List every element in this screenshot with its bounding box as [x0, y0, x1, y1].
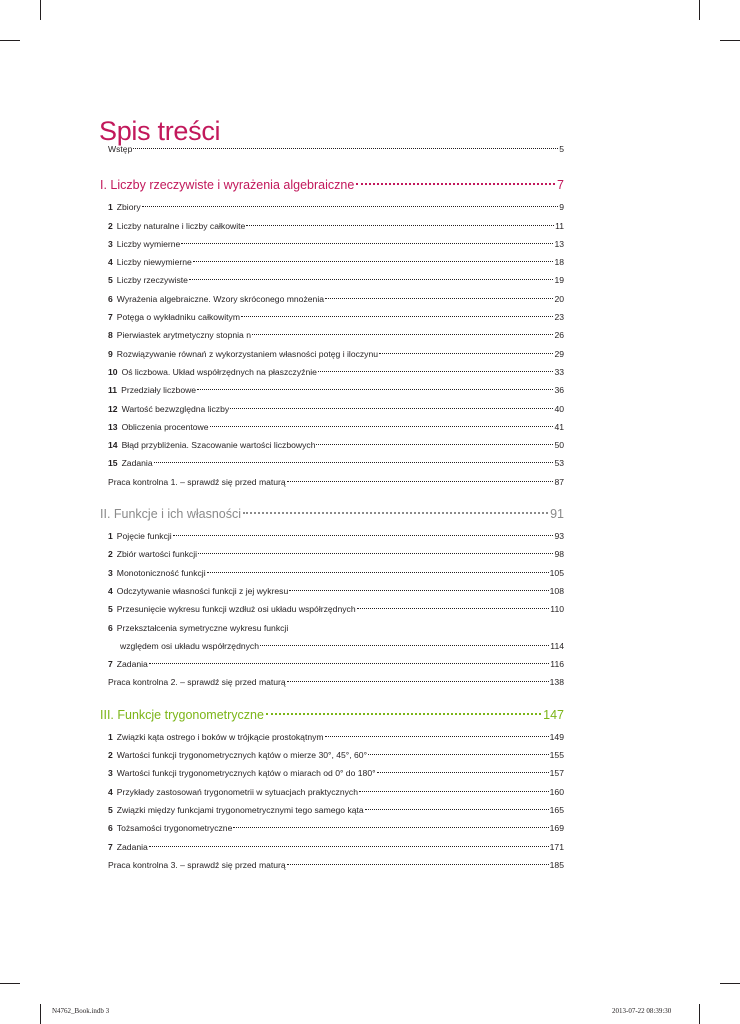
toc-row[interactable]: [108, 582, 564, 600]
toc-entry-number: 2: [108, 750, 113, 761]
toc-entry-page: 93: [554, 531, 564, 542]
dot-leader: [379, 353, 553, 354]
toc-entry-page: 9: [559, 202, 564, 213]
toc-entry-page: 185: [549, 859, 564, 870]
toc-row[interactable]: [108, 326, 564, 344]
toc-row-intro[interactable]: [108, 140, 564, 158]
page-title: Spis treści: [99, 116, 221, 147]
dot-leader: [230, 408, 553, 409]
toc-row[interactable]: [108, 801, 564, 819]
dot-leader: [287, 681, 549, 682]
toc-row[interactable]: [108, 564, 564, 582]
toc-entry-number: 14: [108, 440, 118, 451]
toc-entry-text: Odczytywanie własności funkcji z jej wykresu: [116, 585, 289, 596]
toc-entry-page: 138: [549, 677, 564, 688]
toc-row[interactable]: [108, 673, 564, 691]
toc-entry-text: Przykłady zastosowań trygonometrii w sytuacjach praktycznych: [116, 786, 358, 797]
toc-row[interactable]: [108, 253, 564, 271]
dot-leader: [154, 462, 554, 463]
toc-entry-text: Oś liczbowa. Układ współrzędnych na płaszczyźnie: [121, 366, 317, 377]
toc-entry-text: Związki między funkcjami trygonometrycznymi tego samego kąta: [116, 804, 364, 815]
toc-row[interactable]: [108, 217, 564, 235]
dot-leader: [260, 645, 549, 646]
toc-row[interactable]: [108, 345, 564, 363]
toc-entry-page: 33: [554, 366, 564, 377]
toc-entry-page: 5: [559, 144, 564, 154]
dot-leader: [181, 243, 553, 244]
toc-entry-number: 6: [108, 622, 113, 633]
toc-entry-page: 87: [554, 476, 564, 487]
dot-leader: [173, 535, 554, 536]
toc-entry-number: 5: [108, 275, 113, 286]
toc-entry-page: 18: [554, 257, 564, 268]
toc-entry-text: Przedziały liczbowe: [121, 385, 197, 396]
toc-entry-number: 13: [108, 421, 118, 432]
toc-entry-number: 6: [108, 293, 113, 304]
dot-leader: [246, 225, 554, 226]
dot-leader: [198, 553, 553, 554]
dot-leader: [233, 827, 548, 828]
chapter-heading[interactable]: [100, 501, 564, 527]
crop-mark: [699, 1004, 700, 1024]
dot-leader: [241, 316, 553, 317]
dot-leader: [377, 772, 549, 773]
dot-leader: [356, 183, 555, 185]
toc-entry-page: 98: [554, 549, 564, 560]
chapter-title: III. Funkcje trygonometryczne: [100, 707, 264, 722]
toc-entry-text: Zbiory: [116, 202, 141, 213]
toc-row[interactable]: [108, 728, 564, 746]
toc-entry-text: Zadania: [116, 841, 148, 852]
toc-entry-page: 13: [554, 238, 564, 249]
chapter-page: 147: [543, 707, 564, 722]
toc-row[interactable]: [108, 400, 564, 418]
toc-entry-page: 171: [549, 841, 564, 852]
toc-entry-text: Wartości funkcji trygonometrycznych kątów o mierze 30°, 45°, 60°: [116, 750, 368, 761]
toc-row[interactable]: [108, 363, 564, 381]
toc-entry-text: Obliczenia procentowe: [121, 421, 209, 432]
toc-row[interactable]: [108, 764, 564, 782]
toc-entry-page: 41: [554, 421, 564, 432]
toc-entry-page: 36: [554, 385, 564, 396]
toc-entry-number: 10: [108, 366, 118, 377]
toc-entry-page: 169: [549, 823, 564, 834]
toc-entry-page: 114: [550, 640, 564, 651]
toc-entry-text: Przekształcenia symetryczne wykresu funkcji: [116, 622, 289, 633]
toc-entry-text: względem osi układu współrzędnych: [120, 640, 260, 651]
dot-leader: [210, 426, 554, 427]
toc-entry-page: 110: [550, 604, 564, 615]
dot-leader: [289, 590, 548, 591]
toc-entry-text: Praca kontrolna 2. – sprawdź się przed maturą: [108, 677, 286, 688]
dot-leader: [325, 298, 553, 299]
toc-entry-page: 105: [549, 567, 564, 578]
dot-leader: [325, 736, 549, 737]
toc-entry-text: Liczby naturalne i liczby całkowite: [116, 220, 246, 231]
chapters-list: [100, 172, 564, 874]
toc-row[interactable]: [108, 838, 564, 856]
toc-row[interactable]: [108, 600, 564, 618]
toc-entry-text: Pojęcie funkcji: [116, 531, 172, 542]
toc-entry-text: Zadania: [121, 458, 153, 469]
toc-entry-number: 15: [108, 458, 118, 469]
toc-entry-page: 149: [549, 731, 564, 742]
toc-entry-text: Pierwiastek arytmetyczny stopnia n: [116, 330, 251, 341]
chapter-heading[interactable]: [100, 172, 564, 198]
toc-entry-number: 1: [108, 531, 113, 542]
toc-entry-page: 23: [554, 312, 564, 323]
dot-leader: [252, 334, 553, 335]
toc-row[interactable]: [108, 473, 564, 491]
toc-entry-number: 8: [108, 330, 113, 341]
toc-entry-page: 26: [554, 330, 564, 341]
toc-entry-number: 6: [108, 823, 113, 834]
dot-leader: [149, 846, 549, 847]
toc-row[interactable]: [108, 198, 564, 216]
table-of-contents: [100, 140, 564, 874]
dot-leader: [287, 864, 549, 865]
toc-row[interactable]: [108, 545, 564, 563]
dot-leader: [365, 809, 549, 810]
toc-entry-number: 4: [108, 257, 113, 268]
toc-entry-number: 11: [108, 385, 118, 396]
toc-row[interactable]: [108, 436, 564, 454]
toc-entry-text: Błąd przybliżenia. Szacowanie wartości liczbowych: [121, 440, 316, 451]
toc-entry-number: 3: [108, 768, 113, 779]
toc-entry-number: 2: [108, 220, 113, 231]
toc-entry-number: 7: [108, 841, 113, 852]
toc-entry-page: 160: [549, 786, 564, 797]
toc-entry-page: 165: [549, 804, 564, 815]
crop-mark: [720, 40, 740, 41]
toc-entry-page: 53: [554, 458, 564, 469]
dot-leader: [316, 444, 553, 445]
dot-leader: [359, 791, 549, 792]
footer-file-info: N4762_Book.indb 3: [52, 1007, 110, 1015]
crop-mark: [40, 0, 41, 20]
footer-timestamp: 2013-07-22 08:39:30: [612, 1007, 672, 1015]
dot-leader: [368, 754, 549, 755]
toc-row[interactable]: [108, 381, 564, 399]
dot-leader: [357, 608, 550, 609]
toc-entry-number: 9: [108, 348, 113, 359]
toc-row[interactable]: [108, 783, 564, 801]
dot-leader: [197, 389, 553, 390]
chapter-page: 7: [557, 178, 564, 193]
toc-entry-text: Przesunięcie wykresu funkcji wzdłuż osi układu współrzędnych: [116, 604, 356, 615]
toc-entry-text: Praca kontrolna 3. – sprawdź się przed maturą: [108, 859, 286, 870]
toc-entry-text: Zbiór wartości funkcji: [116, 549, 198, 560]
crop-mark: [0, 983, 20, 984]
toc-entry-page: 157: [549, 768, 564, 779]
dot-leader: [318, 371, 554, 372]
toc-row[interactable]: [108, 527, 564, 545]
toc-row[interactable]: [108, 637, 564, 655]
toc-entry-text: Tożsamości trygonometryczne: [116, 823, 233, 834]
dot-leader: [142, 206, 559, 207]
chapter-heading[interactable]: [100, 702, 564, 728]
toc-entry-text: Liczby wymierne: [116, 238, 181, 249]
dot-leader: [287, 481, 554, 482]
toc-entry-text: Zadania: [116, 659, 148, 670]
toc-entry-number: 5: [108, 604, 113, 615]
toc-entry-number: 12: [108, 403, 118, 414]
toc-entry-text: Praca kontrolna 1. – sprawdź się przed maturą: [108, 476, 286, 487]
toc-row[interactable]: [108, 619, 564, 637]
crop-mark: [0, 40, 20, 41]
toc-row[interactable]: [108, 271, 564, 289]
toc-row[interactable]: [108, 454, 564, 472]
toc-entry-page: 19: [554, 275, 564, 286]
toc-entry-number: 3: [108, 567, 113, 578]
dot-leader: [133, 148, 558, 149]
chapter-page: 91: [550, 507, 564, 522]
toc-entry-text: Wartości funkcji trygonometrycznych kątów o miarach od 0° do 180°: [116, 768, 376, 779]
toc-row[interactable]: [108, 819, 564, 837]
toc-entry-number: 1: [108, 202, 113, 213]
toc-entry-text: Wstęp: [108, 144, 133, 154]
toc-entry-page: 116: [550, 659, 564, 670]
toc-entry-number: 2: [108, 549, 113, 560]
toc-row[interactable]: [108, 290, 564, 308]
dot-leader: [243, 512, 548, 514]
toc-row[interactable]: [108, 856, 564, 874]
chapter-title: II. Funkcje i ich własności: [100, 507, 242, 522]
toc-entry-page: 20: [554, 293, 564, 304]
toc-entry-page: 50: [554, 440, 564, 451]
toc-entry-number: 5: [108, 804, 113, 815]
toc-entry-page: 40: [554, 403, 564, 414]
toc-entry-number: 1: [108, 731, 113, 742]
toc-entry-text: Rozwiązywanie równań z wykorzystaniem własności potęg i iloczynu: [116, 348, 379, 359]
crop-mark: [40, 1004, 41, 1024]
toc-entry-page: 11: [555, 220, 564, 231]
dot-leader: [189, 279, 554, 280]
toc-row[interactable]: [108, 308, 564, 326]
toc-entry-page: 155: [549, 750, 564, 761]
dot-leader: [266, 713, 541, 715]
toc-entry-text: Potęga o wykładniku całkowitym: [116, 312, 241, 323]
toc-entry-text: Monotoniczność funkcji: [116, 567, 206, 578]
toc-row[interactable]: [108, 418, 564, 436]
toc-entry-number: 7: [108, 659, 113, 670]
toc-entry-text: Liczby niewymierne: [116, 257, 192, 268]
toc-entry-number: 4: [108, 786, 113, 797]
toc-entry-number: 7: [108, 312, 113, 323]
toc-entry-page: 29: [554, 348, 564, 359]
dot-leader: [207, 572, 549, 573]
toc-row[interactable]: [108, 746, 564, 764]
toc-entry-text: Związki kąta ostrego i boków w trójkącie prostokątnym: [116, 731, 324, 742]
crop-mark: [699, 0, 700, 20]
dot-leader: [193, 261, 554, 262]
toc-row[interactable]: [108, 235, 564, 253]
toc-entry-text: Wartość bezwzględna liczby: [121, 403, 230, 414]
chapter-title: I. Liczby rzeczywiste i wyrażenia algebraiczne: [100, 178, 355, 193]
toc-entry-page: 108: [549, 585, 564, 596]
toc-row[interactable]: [108, 655, 564, 673]
crop-mark: [720, 983, 740, 984]
toc-entry-number: 3: [108, 238, 113, 249]
toc-entry-text: Liczby rzeczywiste: [116, 275, 188, 286]
toc-entry-number: 4: [108, 585, 113, 596]
dot-leader: [149, 663, 549, 664]
toc-entry-text: Wyrażenia algebraiczne. Wzory skróconego mnożenia: [116, 293, 325, 304]
